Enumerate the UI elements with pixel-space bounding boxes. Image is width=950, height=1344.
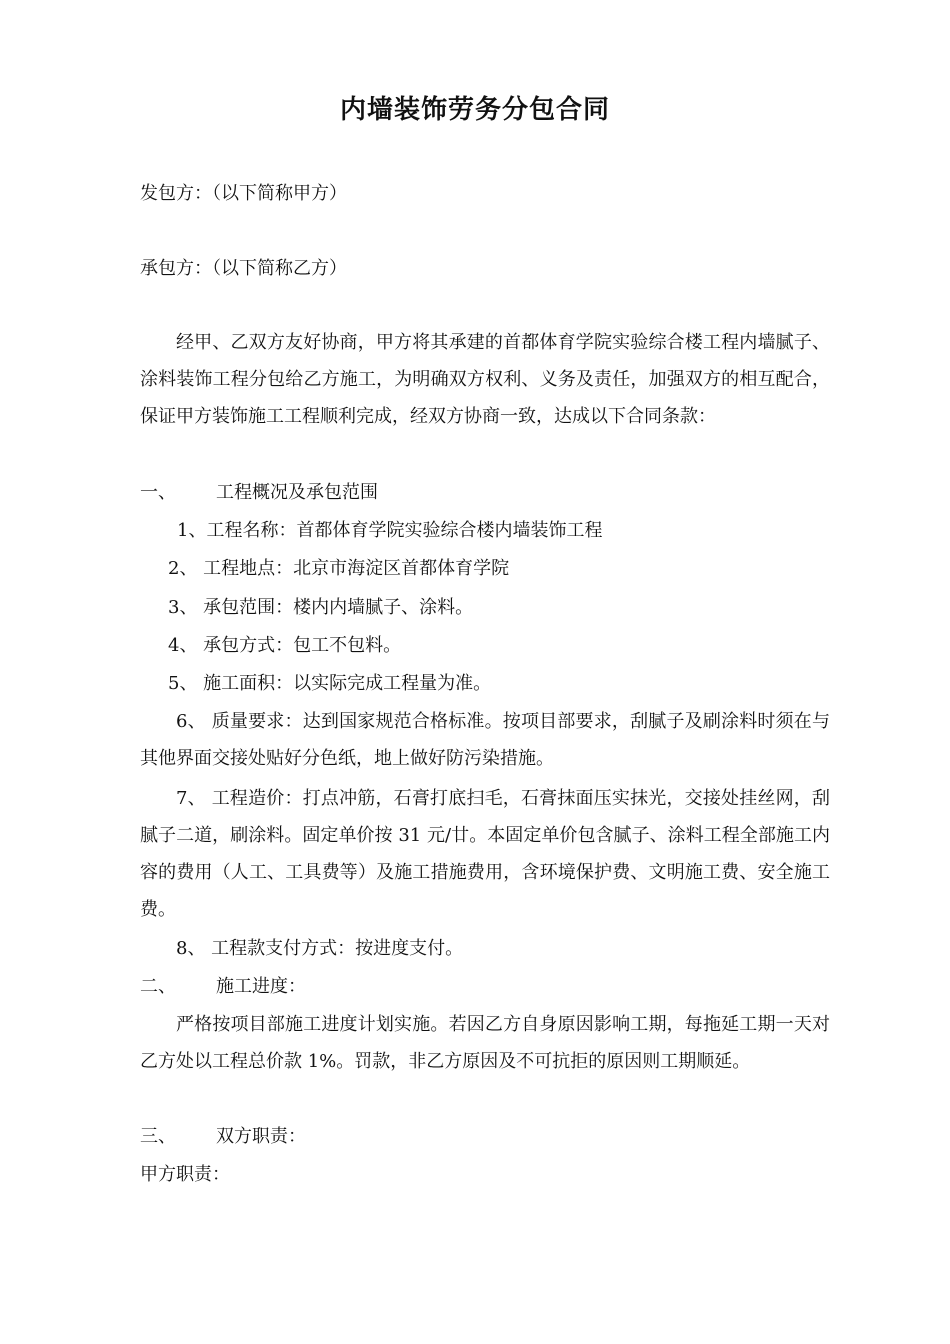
list-item: 5、 施工面积：以实际完成工程量为准。 [168,673,492,694]
document-title: 内墙装饰劳务分包合同 [339,95,610,125]
list-item: 1、工程名称：首都体育学院实验综合楼内墙装饰工程 [177,520,603,541]
list-item: 4、 承包方式：包工不包料。 [168,635,402,656]
list-item: 2、 工程地点：北京市海淀区首都体育学院 [168,558,510,579]
list-item: 7、 工程造价：打点冲筋，石膏打底扫毛，石膏抹面压实抹光，交接处挂丝网，刮腻子二道，刷涂料。固定单价按 31 元/廿。本固定单价包含腻子、涂料工程全部施工内容的费用（人工、工具费等）及施工措施费用，含环境保护费、文明施工费、安全施工费。 [140,788,830,920]
section-3-number: 三、 [140,1126,176,1147]
party-a-line: 发包方：（以下简称甲方） [140,183,347,204]
section-2-title: 施工进度： [216,976,306,997]
section-2-number: 二、 [140,976,176,997]
section-1-heading [140,474,378,511]
section-3-title: 双方职责： [216,1126,306,1147]
list-item: 3、 承包范围：楼内内墙腻子、涂料。 [168,597,474,618]
section-1-title: 工程概况及承包范围 [216,482,378,503]
party-a-duties-heading: 甲方职责： [140,1164,230,1185]
section-1-number: 一、 [140,482,176,503]
list-item: 6、 质量要求：达到国家规范合格标准。按项目部要求，刮腻子及刷涂料时须在与其他界面交接处贴好分色纸，地上做好防污染措施。 [140,711,830,769]
intro-paragraph: 经甲、乙双方友好协商，甲方将其承建的首都体育学院实验综合楼工程内墙腻子、涂料装饰工程分包给乙方施工，为明确双方权利、义务及责任，加强双方的相互配合，保证甲方装饰施工工程顺利完成，经双方协商一致，达成以下合同条款： [140,332,830,427]
party-b-line: 承包方：（以下简称乙方） [140,258,347,279]
section-2-body: 严格按项目部施工进度计划实施。若因乙方自身原因影响工期，每拖延工期一天对乙方处以工程总价款 1%。罚款，非乙方原因及不可抗拒的原因则工期顺延。 [140,1014,830,1072]
section-3-heading [140,1118,306,1155]
list-item: 8、 工程款支付方式：按进度支付。 [176,938,464,959]
section-2-heading [140,968,306,1005]
